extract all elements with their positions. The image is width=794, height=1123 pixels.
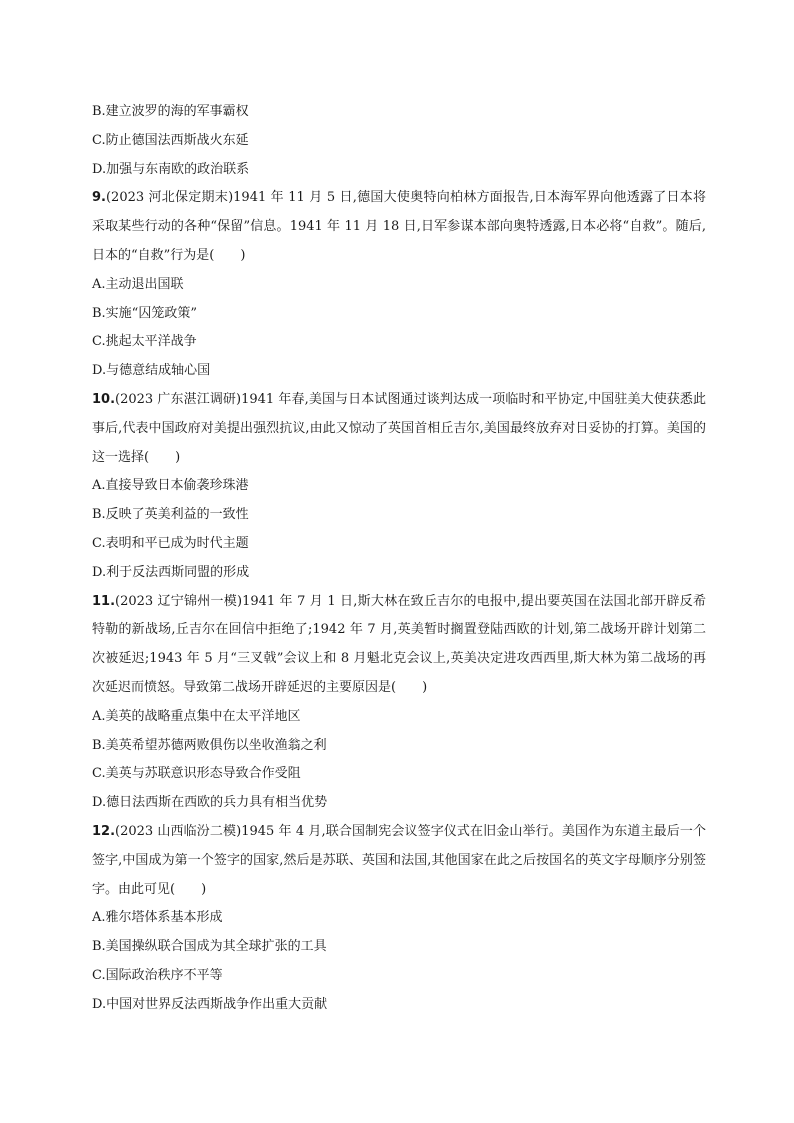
option-line: C.防止德国法西斯战火东延 — [92, 132, 249, 148]
question-12 — [92, 818, 706, 1020]
question-stem — [92, 386, 706, 472]
option-d: D.中国对世界反法西斯战争作出重大贡献 — [92, 996, 328, 1012]
leading-options — [92, 98, 706, 184]
option-c: C.美英与苏联意识形态导致合作受阻 — [92, 766, 301, 782]
option-c: C.国际政治秩序不平等 — [92, 967, 223, 983]
question-9 — [92, 184, 706, 386]
question-11 — [92, 588, 706, 818]
option-b: B.美国操纵联合国成为其全球扩张的工具 — [92, 939, 327, 955]
option-line: D.加强与东南欧的政治联系 — [92, 161, 250, 177]
option-d: D.利于反法西斯同盟的形成 — [92, 564, 250, 580]
option-b: B.反映了英美利益的一致性 — [92, 507, 249, 523]
question-text: (2023 辽宁锦州一模)1941 年 7 月 1 日,斯大林在致丘吉尔的电报中,提出要英国在法国北部开辟反希特勒的新战场,丘吉尔在回信中拒绝了;1942 年 7 月,英美暂时搁置登陆西欧的计划,第二战场开辟计划第二次被延迟;1943 年 5 月“三叉戟”会议上和 8 月魁北克会议上,英美决定进攻西西里,斯大林为第二战场的再次延迟而愤怒。导致第二战场开辟延迟的主要原因是( ) — [92, 593, 706, 695]
question-number: 12. — [92, 823, 116, 839]
question-text: (2023 河北保定期末)1941 年 11 月 5 日,德国大使奥特向柏林方面报告,日本海军界向他透露了日本将采取某些行动的各种“保留”信息。1941 年 11 月 18 日,日军参谋本部向奥特透露,日本必将“自救”。随后,日本的“自救”行为是( ) — [92, 190, 706, 263]
option-c: C.表明和平已成为时代主题 — [92, 535, 249, 551]
option-a: A.主动退出国联 — [92, 276, 184, 292]
question-stem — [92, 184, 706, 270]
question-10 — [92, 386, 706, 588]
option-c: C.挑起太平洋战争 — [92, 334, 197, 350]
option-b: B.美英希望苏德两败俱伤以坐收渔翁之利 — [92, 737, 327, 753]
question-stem — [92, 818, 706, 904]
question-number: 11. — [92, 593, 116, 609]
option-d: D.与德意结成轴心国 — [92, 363, 211, 379]
option-b: B.实施“囚笼政策” — [92, 305, 197, 321]
option-a: A.直接导致日本偷袭珍珠港 — [92, 478, 249, 494]
question-text: (2023 广东湛江调研)1941 年春,美国与日本试图通过谈判达成一项临时和平协定,中国驻美大使获悉此事后,代表中国政府对美提出强烈抗议,由此又惊动了英国首相丘吉尔,美国最终放弃对日妥协的打算。美国的这一选择( ) — [92, 391, 706, 465]
question-number: 9. — [92, 190, 106, 206]
option-line: B.建立波罗的海的军事霸权 — [92, 104, 249, 119]
question-text: (2023 山西临汾二模)1945 年 4 月,联合国制宪会议签字仪式在旧金山举行。美国作为东道主最后一个签字,中国成为第一个签字的国家,然后是苏联、英国和法国,其他国家在此之后按国名的英文字母顺序分别签字。由此可见( ) — [92, 823, 706, 897]
option-a: A.雅尔塔体系基本形成 — [92, 910, 223, 926]
question-stem — [92, 588, 706, 703]
option-d: D.德日法西斯在西欧的兵力具有相当优势 — [92, 795, 328, 811]
option-a: A.美英的战略重点集中在太平洋地区 — [92, 708, 301, 724]
question-number: 10. — [92, 391, 116, 407]
document-page — [92, 98, 706, 1020]
